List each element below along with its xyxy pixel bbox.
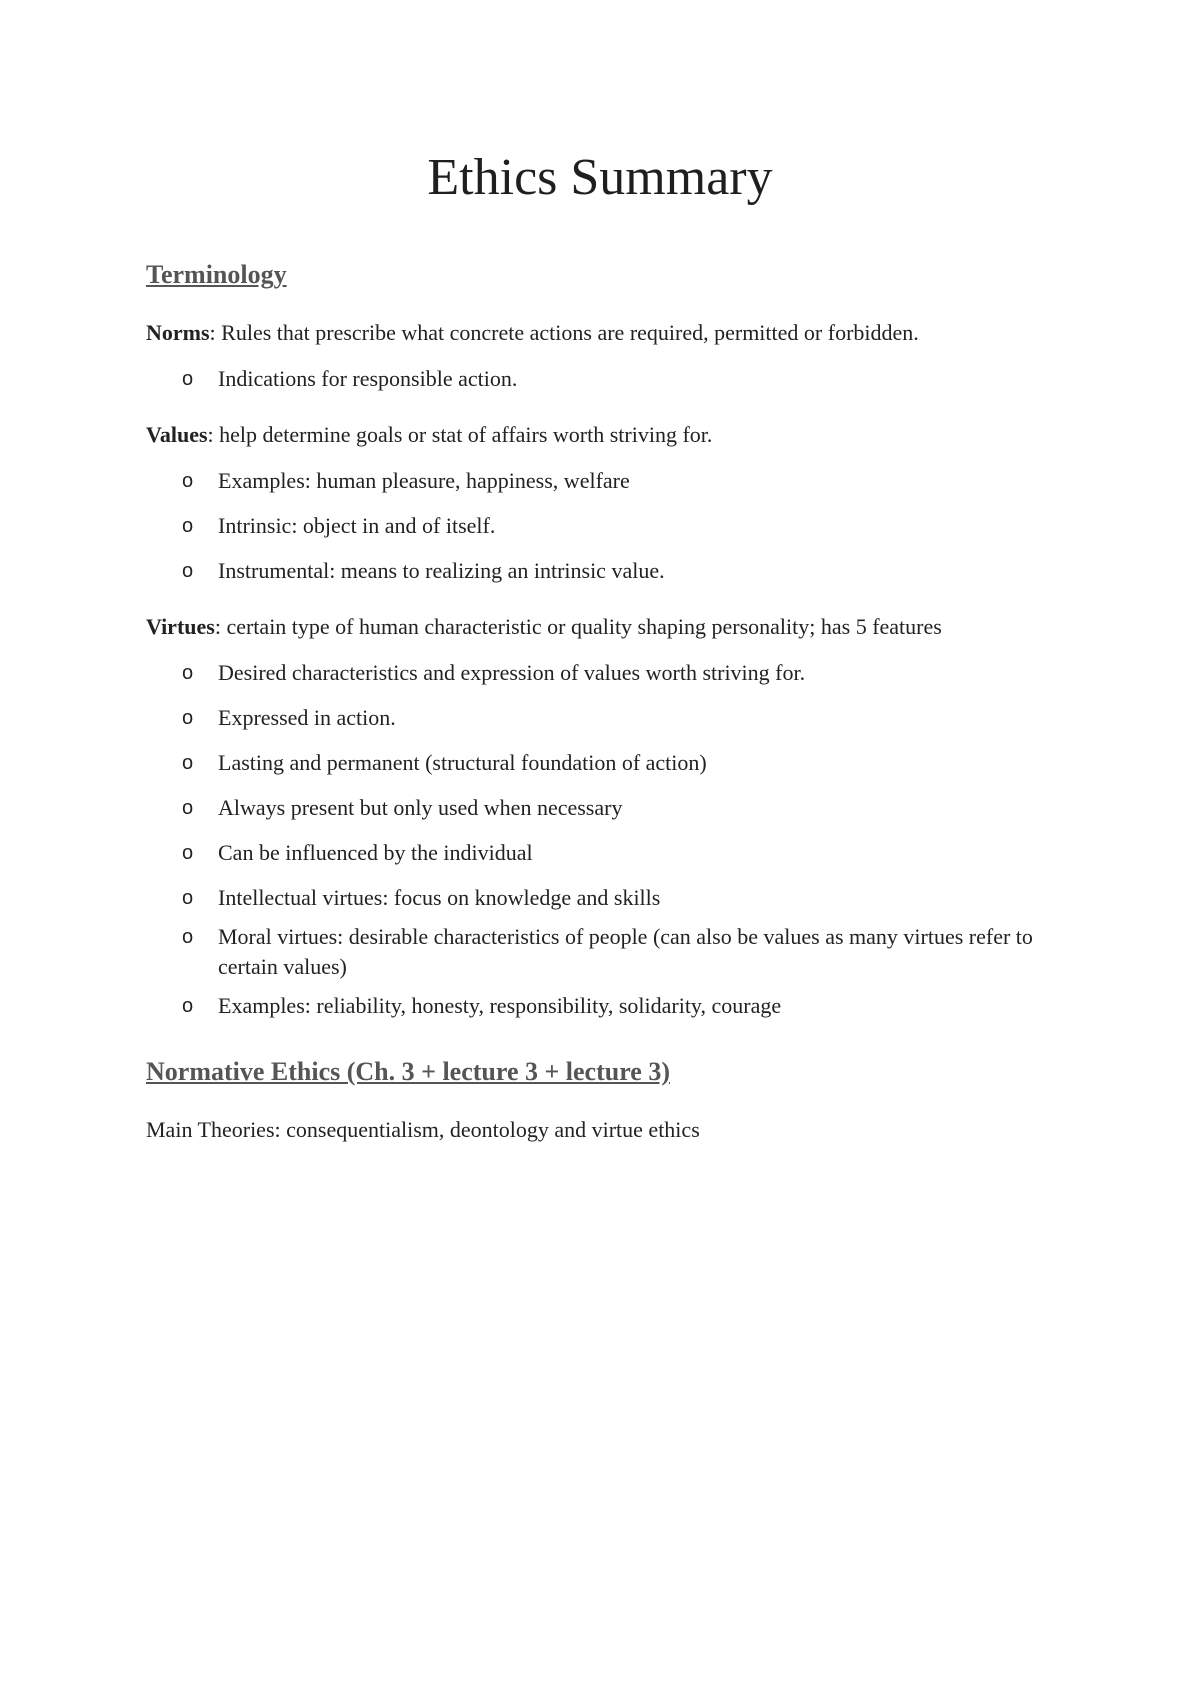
norms-list bbox=[146, 364, 1066, 394]
virtues-definition bbox=[146, 612, 1066, 642]
bullet-icon: o bbox=[182, 842, 194, 864]
list-item bbox=[146, 703, 1066, 733]
list-item-text: Indications for responsible action. bbox=[218, 366, 518, 391]
document-body bbox=[146, 258, 1066, 1145]
bullet-icon: o bbox=[182, 368, 194, 390]
list-item bbox=[146, 556, 1066, 586]
bullet-icon: o bbox=[182, 887, 194, 909]
main-theories-text: Main Theories: consequentialism, deontology and virtue ethics bbox=[146, 1117, 700, 1142]
bullet-icon: o bbox=[182, 707, 194, 729]
list-item bbox=[146, 991, 1066, 1021]
list-item bbox=[146, 364, 1066, 394]
bullet-icon: o bbox=[182, 752, 194, 774]
bullet-icon: o bbox=[182, 662, 194, 684]
normative-ethics-heading: Normative Ethics (Ch. 3 + lecture 3 + lecture 3) bbox=[146, 1057, 670, 1086]
values-list bbox=[146, 466, 1066, 586]
list-item bbox=[146, 793, 1066, 823]
virtues-text: : certain type of human characteristic or quality shaping personality; has 5 features bbox=[214, 614, 942, 639]
list-item-text: Instrumental: means to realizing an intrinsic value. bbox=[218, 558, 665, 583]
bullet-icon: o bbox=[182, 995, 194, 1017]
list-item bbox=[146, 883, 1066, 913]
list-item-text: Always present but only used when necessary bbox=[218, 795, 623, 820]
page-title: Ethics Summary bbox=[427, 149, 773, 206]
list-item-text: Intrinsic: object in and of itself. bbox=[218, 513, 496, 538]
values-definition bbox=[146, 420, 1066, 450]
bullet-icon: o bbox=[182, 560, 194, 582]
virtues-term: Virtues bbox=[146, 614, 215, 639]
bullet-icon: o bbox=[182, 515, 194, 537]
bullet-icon: o bbox=[182, 470, 194, 492]
values-term: Values bbox=[146, 422, 208, 447]
list-item bbox=[146, 511, 1066, 541]
list-item-text: Lasting and permanent (structural foundation of action) bbox=[218, 750, 707, 775]
norms-text: : Rules that prescribe what concrete actions are required, permitted or forbidden. bbox=[209, 320, 919, 345]
list-item-text: Expressed in action. bbox=[218, 705, 396, 730]
list-item bbox=[146, 466, 1066, 496]
norms-term: Norms bbox=[146, 320, 210, 345]
list-item-text: Examples: human pleasure, happiness, welfare bbox=[218, 468, 630, 493]
list-item-text: Intellectual virtues: focus on knowledge and skills bbox=[218, 885, 661, 910]
list-item bbox=[146, 838, 1066, 868]
list-item-text: Can be influenced by the individual bbox=[218, 840, 533, 865]
bullet-icon: o bbox=[182, 797, 194, 819]
virtues-list bbox=[146, 658, 1066, 1021]
list-item-text: Desired characteristics and expression of values worth striving for. bbox=[218, 660, 806, 685]
bullet-icon: o bbox=[182, 926, 194, 948]
list-item bbox=[146, 748, 1066, 778]
list-item bbox=[146, 922, 1066, 982]
list-item-text: Examples: reliability, honesty, responsibility, solidarity, courage bbox=[218, 993, 782, 1018]
list-item-text: Moral virtues: desirable characteristics of people (can also be values as many virtues refer to certain values) bbox=[218, 924, 1033, 979]
norms-definition bbox=[146, 318, 1066, 348]
list-item bbox=[146, 658, 1066, 688]
terminology-heading: Terminology bbox=[146, 260, 287, 289]
values-text: : help determine goals or stat of affairs worth striving for. bbox=[207, 422, 713, 447]
